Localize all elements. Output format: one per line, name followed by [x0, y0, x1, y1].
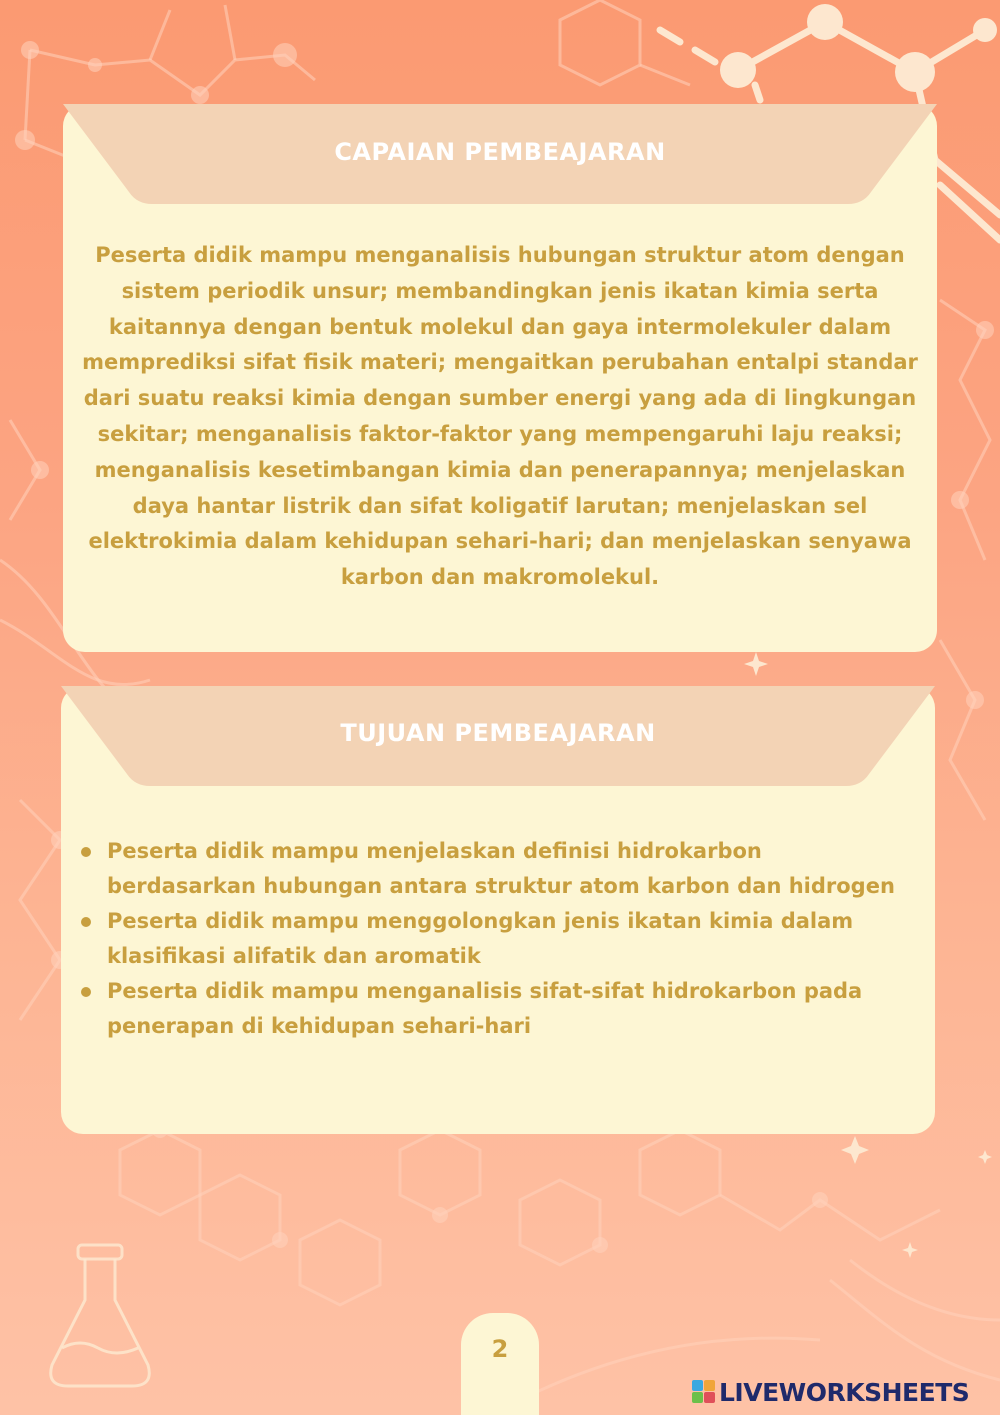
liveworksheets-watermark	[692, 1376, 969, 1408]
page-number: 2	[491, 1335, 509, 1363]
page-number-tab	[461, 1313, 539, 1415]
capaian-body: Peserta didik mampu menganalisis hubungan struktur atom dengan sistem periodik unsur; membandingkan jenis ikatan kimia serta kaitannya dengan bentuk molekul dan gaya intermolekuler dalam memprediksi sifat fisik materi; mengaitkan perubahan entalpi standar dari suatu reaksi kimia dengan sumber energi yang ada di lingkungan sekitar; menganalisis faktor-faktor yang mempengaruhi laju reaksi; menganalisis kesetimbangan kimia dan penerapannya; menjelaskan daya hantar listrik dan sifat koligatif larutan; menjelaskan sel elektrokimia dalam kehidupan sehari-hari; dan menjelaskan senyawa karbon dan makromolekul.	[82, 243, 918, 590]
list-item: Peserta didik mampu menganalisis sifat-sifat hidrokarbon pada penerapan di kehidupan sehari-hari	[81, 974, 911, 1044]
flask-icon	[51, 1245, 150, 1386]
bullet-icon	[81, 917, 91, 927]
watermark-text: LIVEWORKSHEETS	[719, 1377, 970, 1407]
tujuan-title: TUJUAN PEMBEAJARAN	[340, 719, 656, 747]
tujuan-card	[61, 686, 935, 1134]
capaian-title: CAPAIAN PEMBEAJARAN	[334, 138, 666, 166]
capaian-card	[63, 104, 937, 652]
capaian-banner	[63, 104, 937, 204]
list-item: Peserta didik mampu menjelaskan definisi hidrokarbon berdasarkan hubungan antara struktur atom karbon dan hidrogen	[81, 834, 911, 904]
liveworksheets-logo-icon	[692, 1380, 716, 1404]
list-item: Peserta didik mampu menggolongkan jenis ikatan kimia dalam klasifikasi alifatik dan aromatik	[81, 904, 911, 974]
tujuan-banner	[61, 686, 935, 786]
bullet-icon	[81, 987, 91, 997]
tujuan-list	[81, 834, 911, 1044]
bullet-icon	[81, 847, 91, 857]
